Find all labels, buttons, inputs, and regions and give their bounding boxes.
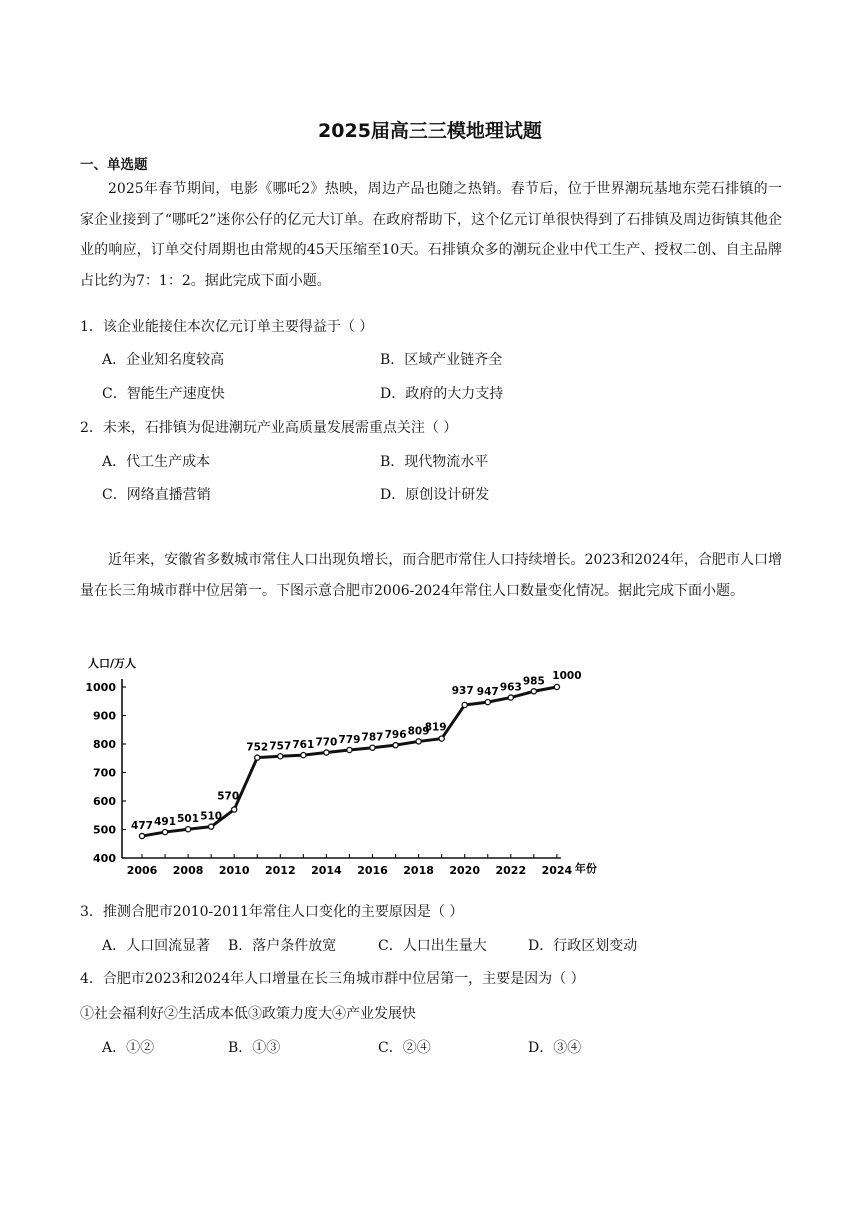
data-label: 796 (384, 729, 407, 742)
data-label: 937 (451, 684, 474, 697)
data-point (324, 750, 329, 755)
q1-option-a: A．企业知名度较高 (102, 352, 225, 368)
data-label: 761 (292, 739, 315, 752)
data-point (531, 689, 536, 694)
data-point (209, 824, 214, 829)
q3-option-a: A．人口回流显著 (102, 938, 211, 954)
data-point (508, 695, 513, 700)
q4-option-a: A．①② (102, 1040, 155, 1056)
q1-option-d: D．政府的大力支持 (380, 386, 504, 402)
y-tick-label: 1000 (85, 681, 116, 694)
data-point (139, 833, 144, 838)
data-label: 757 (269, 740, 292, 753)
data-label: 477 (131, 820, 153, 833)
q2-option-d: D．原创设计研发 (380, 487, 490, 503)
q3-option-b: B．落户条件放宽 (228, 938, 337, 954)
data-point (485, 700, 490, 705)
x-tick-label: 2010 (218, 864, 250, 877)
y-tick-label: 400 (93, 852, 116, 865)
question-2-stem: 2．未来，石排镇为促进潮玩产业高质量发展需重点关注（ ） (80, 420, 458, 436)
y-axis-label: 人口/万人 (88, 657, 137, 670)
data-point (232, 807, 237, 812)
data-label: 510 (200, 810, 223, 823)
data-point (370, 745, 375, 750)
data-point (393, 743, 398, 748)
q2-option-a: A．代工生产成本 (102, 454, 211, 470)
q3-option-d: D．行政区划变动 (528, 938, 638, 954)
x-tick-label: 2022 (495, 864, 527, 877)
y-tick-label: 500 (93, 823, 116, 837)
data-label: 985 (522, 675, 545, 688)
page-title: 2025届高三三模地理试题 (318, 120, 542, 142)
question-3-stem: 3．推测合肥市2010-2011年常住人口变化的主要原因是（ ） (80, 904, 464, 920)
data-point (554, 684, 559, 689)
q1-option-c: C．智能生产速度快 (102, 386, 225, 402)
q4-option-d: D．③④ (528, 1040, 582, 1056)
q2-option-b: B．现代物流水平 (380, 454, 489, 470)
passage-2: 近年来，安徽省多数城市常住人口出现负增长，而合肥市常住人口持续增长。2023和2024年，合肥市人口增量在长三角城市群中位居第一。下图示意合肥市2006-2024年常住人口数量变化情况。据此完成下面小题。 (80, 552, 782, 599)
x-tick-label: 2012 (264, 864, 296, 877)
question-1-stem: 1．该企业能接住本次亿元订单主要得益于（ ） (80, 319, 374, 335)
data-label: 770 (315, 736, 338, 749)
q2-option-c: C．网络直播营销 (102, 487, 211, 503)
y-tick-label: 700 (93, 766, 116, 780)
data-label: 779 (338, 733, 361, 746)
data-point (255, 755, 260, 760)
data-label: 1000 (552, 670, 582, 682)
data-point (416, 739, 421, 744)
data-label: 947 (476, 686, 499, 699)
question-4-items: ①社会福利好②生活成本低③政策力度大④产业发展快 (80, 1006, 416, 1022)
x-tick-label: 2008 (172, 864, 204, 877)
x-tick-label: 2006 (126, 864, 158, 877)
population-line-chart (80, 655, 640, 880)
data-point (462, 702, 467, 707)
x-tick-label: 2016 (357, 864, 388, 877)
data-point (439, 736, 444, 741)
data-label: 819 (424, 721, 447, 734)
q1-option-b: B．区域产业链齐全 (380, 352, 503, 368)
x-tick-label: 2018 (403, 864, 434, 877)
data-point (186, 827, 191, 832)
data-label: 570 (217, 790, 240, 803)
q3-option-c: C．人口出生量大 (378, 938, 487, 954)
x-axis-label: 年份 (574, 862, 597, 875)
data-point (301, 753, 306, 758)
data-label: 787 (361, 731, 384, 744)
y-tick-label: 600 (93, 795, 116, 808)
data-point (278, 754, 283, 759)
y-tick-label: 800 (93, 738, 116, 751)
section-heading: 一、单选题 (80, 157, 148, 173)
data-label: 809 (407, 725, 430, 738)
data-point (162, 829, 167, 834)
x-tick-label: 2014 (311, 864, 342, 877)
data-label: 963 (499, 681, 522, 694)
y-tick-label: 900 (93, 709, 116, 723)
q4-option-c: C．②④ (378, 1040, 431, 1056)
data-label: 501 (177, 813, 200, 826)
data-label: 752 (246, 741, 269, 754)
data-point (347, 747, 352, 752)
passage-1: 2025年春节期间，电影《哪吒2》热映，周边产品也随之热销。春节后，位于世界潮玩基地东莞石排镇的一家企业接到了“哪吒2”迷你公仔的亿元大订单。在政府帮助下，这个亿元订单很快得到了石排镇及周边街镇其他企业的响应，订单交付周期也由常规的45天压缩至10天。石排镇众多的潮玩企业中代工生产、授权二创、自主品牌占比约为7：1：2。据此完成下面小题。 (80, 181, 782, 290)
x-tick-label: 2020 (449, 864, 481, 877)
x-tick-label: 2024 (541, 864, 573, 877)
q4-option-b: B．①③ (228, 1040, 281, 1056)
data-label: 491 (154, 816, 177, 829)
question-4-stem: 4．合肥市2023和2024年人口增量在长三角城市群中位居第一，主要是因为（ ） (80, 971, 585, 987)
